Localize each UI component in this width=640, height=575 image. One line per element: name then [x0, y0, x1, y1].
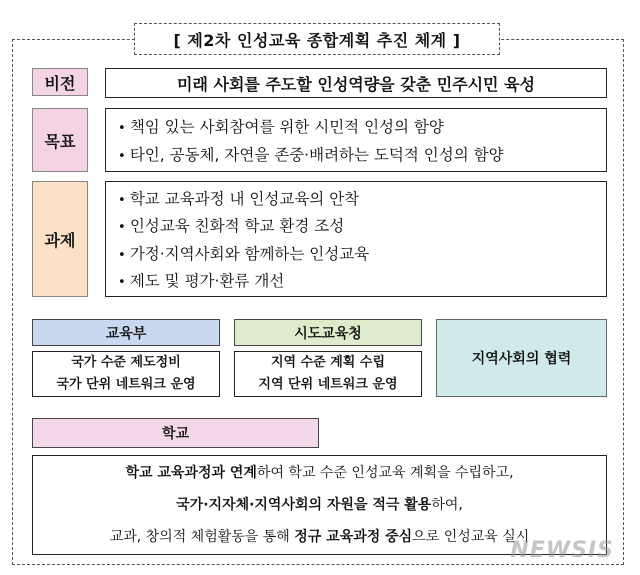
- goals-label: 목표: [32, 108, 88, 172]
- ministry-label: 교육부: [32, 319, 220, 346]
- goal-item: • 책임 있는 사회참여를 위한 시민적 인성의 함양: [118, 115, 606, 137]
- goals-box: [105, 108, 607, 172]
- school-label: 학교: [32, 418, 319, 448]
- task-item: • 학교 교육과정 내 인성교육의 안착: [118, 187, 606, 209]
- goal-item: • 타인, 공동체, 자연을 존중·배려하는 도덕적 인성의 함양: [118, 143, 606, 165]
- school-line3: [110, 521, 530, 553]
- school-line3-bold: 정규 교육과정 중심: [294, 529, 413, 545]
- provincial-line1: 지역 수준 계획 수립: [270, 355, 386, 370]
- tasks-box: [105, 181, 607, 297]
- community-box: 지역사회의 협력: [436, 319, 607, 397]
- vision-text: 미래 사회를 주도할 인성역량을 갖춘 민주시민 육성: [105, 68, 607, 98]
- school-line1: [125, 457, 513, 489]
- school-line2-rest: 하여,: [431, 497, 463, 513]
- provincial-box: [234, 351, 422, 397]
- school-line3-pre: 교과, 창의적 체험활동을 통해: [109, 529, 295, 545]
- task-item: • 인성교육 친화적 학교 환경 조성: [118, 214, 606, 236]
- ministry-line1: 국가 수준 제도정비: [71, 355, 181, 370]
- provincial-label: 시도교육청: [234, 319, 422, 346]
- school-line2: [176, 489, 463, 521]
- school-line2-bold: 국가·지자체·지역사회의 자원을 적극 활용: [176, 497, 432, 513]
- diagram-title: [ 제2차 인성교육 종합계획 추진 체계 ]: [134, 23, 500, 55]
- vision-label: 비전: [32, 68, 88, 96]
- school-line1-rest: 하여 학교 수준 인성교육 계획을 수립하고,: [256, 465, 514, 481]
- ministry-line2: 국가 단위 네트워크 운영: [56, 377, 196, 392]
- task-item: • 가정·지역사회와 함께하는 인성교육: [118, 242, 606, 264]
- school-line3-rest: 으로 인성교육 실시: [412, 529, 530, 545]
- school-line1-bold: 학교 교육과정과 연계: [125, 465, 257, 481]
- provincial-line2: 지역 단위 네트워크 운영: [258, 377, 398, 392]
- tasks-label: 과제: [32, 181, 88, 297]
- ministry-box: [32, 351, 220, 397]
- task-item: • 제도 및 평가·환류 개선: [118, 269, 606, 291]
- newsis-watermark: NEWSIS: [510, 538, 614, 563]
